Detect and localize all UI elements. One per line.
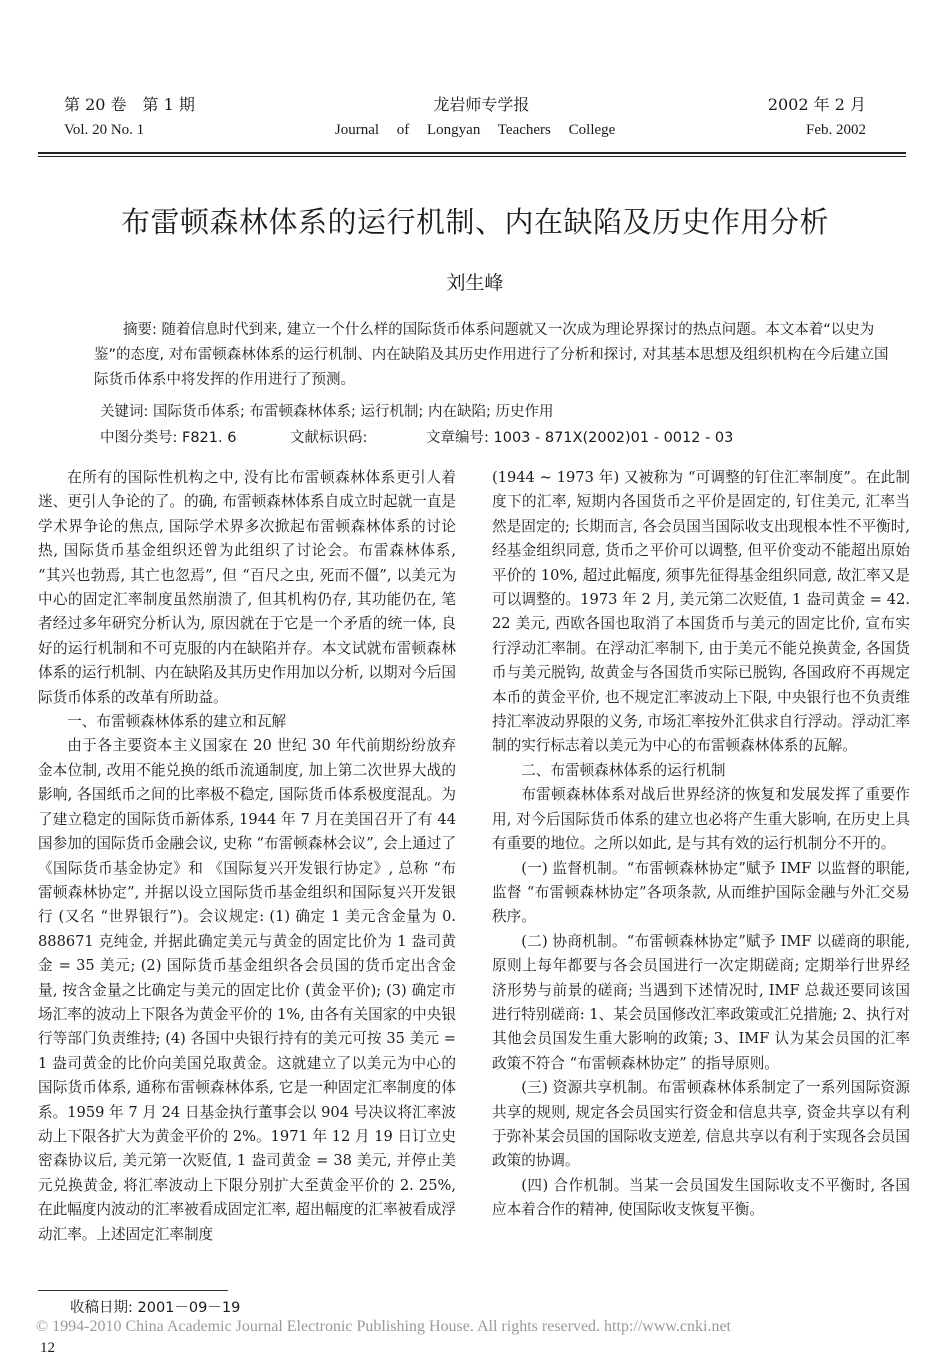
paragraph: (三) 资源共享机制。布雷顿森林体系制定了一系列国际资源共享的规则, 规定各会员国实行资金和信息共享, 资金共享以有利于弥补某会员国的国际收支逆差, 信息共享以有利于实现各会员国政策的协调。: [492, 1079, 910, 1170]
paragraph: (四) 合作机制。当某一会员国发生国际收支不平衡时, 各国应本着合作的精神, 使国际收支恢复平衡。: [492, 1176, 910, 1219]
classification-line: [100, 426, 733, 447]
keywords: 关键词: 国际货币体系; 布雷顿森林体系; 运行机制; 内在缺陷; 历史作用: [100, 404, 554, 420]
paragraph: 布雷顿森林体系对战后世界经济的恢复和发展发挥了重要作用, 对今后国际货币体系的建立也必将产生重大影响, 在历史上具有重要的地位。之所以如此, 是与其有效的运行机制分不开的。: [492, 786, 910, 853]
copyright-notice: © 1994-2010 China Academic Journal Electronic Publishing House. All rights reserved. http://www.cnki.net: [36, 1318, 731, 1335]
page-number: 12: [40, 1340, 55, 1356]
abstract: 摘要: 随着信息时代到来, 建立一个什么样的国际货币体系问题就又一次成为理论界探讨的热点问题。本文本着“以史为鉴”的态度, 对布雷顿森林体系的运行机制、内在缺陷及其历史作用进行了分析和探讨, 对其基本思想及组织机构在今后建立国际货币体系中将发挥的作用进行了预测。: [94, 322, 889, 388]
paragraph: (二) 协商机制。“布雷顿森林协定”赋予 IMF 以磋商的职能, 原则上每年都要与各会员国进行一次定期磋商; 定期举行世界经济形势与前景的磋商; 当遇到下述情况时, IMF 总裁还要同该国进行特别磋商: 1、某会员国修改汇率政策或汇兑措施; 2、执行对其他会员国发生重大影响的政策; 3、IMF 认为某会员国的汇率政策不符合 “布雷顿森林协定” 的指导原则。: [492, 932, 910, 1072]
article-number: 文章编号: 1003 - 871X(2002)01 - 0012 - 03: [426, 430, 734, 446]
journal-header-cn: [64, 92, 866, 115]
paragraph: 由于各主要资本主义国家在 20 世纪 30 年代前期纷纷放弃金本位制, 改用不能兑换的纸币流通制度, 加上第二次世界大战的影响, 各国纸币之间的比率极不稳定, 国际货币体系极度混乱。为了建立稳定的国际货币新体系, 1944 年 7 月在美国召开了有 44 国参加的国际货币金融会议, 史称 “布雷顿森林会议”, 会上通过了 《国际货币基金协定》和 《国际复兴开发银行协定》, 总称 “布雷顿森林协定”, 并据以设立国际货币基金组织和国际复兴开发银行 (又名 “世界银行”)。会议规定: (1) 确定 1 美元含金量为 0. 888671 克纯金, 并据此确定美元与黄金的固定比价为 1 盎司黄金 = 35 美元; (2) 国际货币基金组织各会员国的货币定出含金量, 按含金量之比确定与美元的固定比价 (黄金平价); (3) 确定市场汇率的波动上下限各为黄金平价的 1%, 由各有关国家的中央银行等部门负责维持; (4) 各国中央银行持有的美元可按 35 美元 = 1 盎司黄金的比价向美国兑取黄金。这就建立了以美元为中心的国际货币体系, 通称布雷顿森林体系, 它是一种固定汇率制度的体系。1959 年 7 月 24 日基金执行董事会以 904 号决议将汇率波动上下限各扩大为黄金平价的 2%。1971 年 12 月 19 日订立史密森协议后, 美元第一次贬值, 1 盎司黄金 = 38 美元, 并停止美元兑换黄金, 将汇率波动上下限分别扩大至黄金平价的 2. 25%, 在此幅度内波动的汇率被看成固定汇率, 超出幅度的汇率被看成浮动汇率。上述固定汇率制度: [38, 737, 456, 1243]
journal-header-en: [64, 122, 866, 139]
issue-date-en: Feb. 2002: [806, 122, 866, 138]
article-title: 布雷顿森林体系的运行机制、内在缺陷及历史作用分析: [120, 205, 829, 239]
paragraph: (1944 ~ 1973 年) 又被称为 “可调整的钉住汇率制度”。在此制度下的汇率, 短期内各国货币之平价是固定的, 钉住美元, 汇率当然是固定的; 长期而言, 各会员国当国际收支出现根本性不平衡时, 经基金组织同意, 货币之平价可以调整, 但平价变动不能超出原始平价的 10%, 超过此幅度, 须事先征得基金组织同意, 故汇率又是可以调整的。1973 年 2 月, 美元第二次贬值, 1 盎司黄金 = 42. 22 美元, 西欧各国也取消了本国货币与美元的固定比价, 宣布实行浮动汇率制。在浮动汇率制下, 由于美元不能兑换黄金, 各国货币与美元脱钩, 故黄金与各国货币实际已脱钩, 各国政府不再规定本币的黄金平价, 也不规定汇率波动上下限, 中央银行也不负责维持汇率波动界限的义务, 市场汇率按外汇供求自行浮动。浮动汇率制的实行标志着以美元为中心的布雷顿森林体系的瓦解。: [492, 469, 910, 755]
clc-number: 中图分类号: F821. 6: [100, 430, 237, 446]
body-column-right: [492, 466, 910, 1223]
paragraph: 在所有的国际性机构之中, 没有比布雷顿森林体系更引人着迷、更引人争论的了。的确, 布雷顿森林体系自成立时起就一直是学术界争论的焦点, 国际学术界多次掀起布雷顿森林体系的讨论热, 国际货币基金组织还曾为此组织了讨论会。布雷森林体系, “其兴也勃焉, 其亡也忽焉”, 但 “百尺之虫, 死而不僵”, 以美元为中心的固定汇率制度虽然崩溃了, 但其机构仍存, 其功能仍在, 笔者经过多年研究分析认为, 原因就在于它是一个矛盾的统一体, 良好的运行机制和不可克服的内在缺陷并存。本文试就布雷顿森林体系的运行机制、内在缺陷及其历史作用加以分析, 以期对今后国际货币体系的改革有所助益。: [38, 469, 456, 706]
footnote-rule: [38, 1290, 228, 1291]
header-rule-thin: [38, 156, 906, 157]
paragraph: (一) 监督机制。“布雷顿森林协定”赋予 IMF 以监督的职能, 监督 “布雷顿森林协定”各项条款, 从而维护国际金融与外汇交易秩序。: [492, 859, 910, 926]
volume-issue-en: Vol. 20 No. 1: [64, 122, 145, 138]
section-heading: 二、布雷顿森林体系的运行机制: [521, 761, 726, 779]
header-rule-thick: [38, 152, 906, 154]
section-heading: 一、布雷顿森林体系的建立和瓦解: [67, 713, 287, 731]
volume-issue-cn: 第 20 卷 第 1 期: [64, 95, 195, 114]
issue-date-cn: 2002 年 2 月: [767, 95, 866, 114]
journal-name-en: Journal of Longyan Teachers College: [334, 122, 616, 138]
journal-name-cn: 龙岩师专学报: [433, 95, 530, 114]
received-date: 收稿日期: 2001－09－19: [70, 1300, 241, 1316]
body-column-left: [38, 466, 456, 1247]
article-author: 刘生峰: [446, 272, 504, 294]
document-code: 文献标识码:: [290, 430, 368, 446]
